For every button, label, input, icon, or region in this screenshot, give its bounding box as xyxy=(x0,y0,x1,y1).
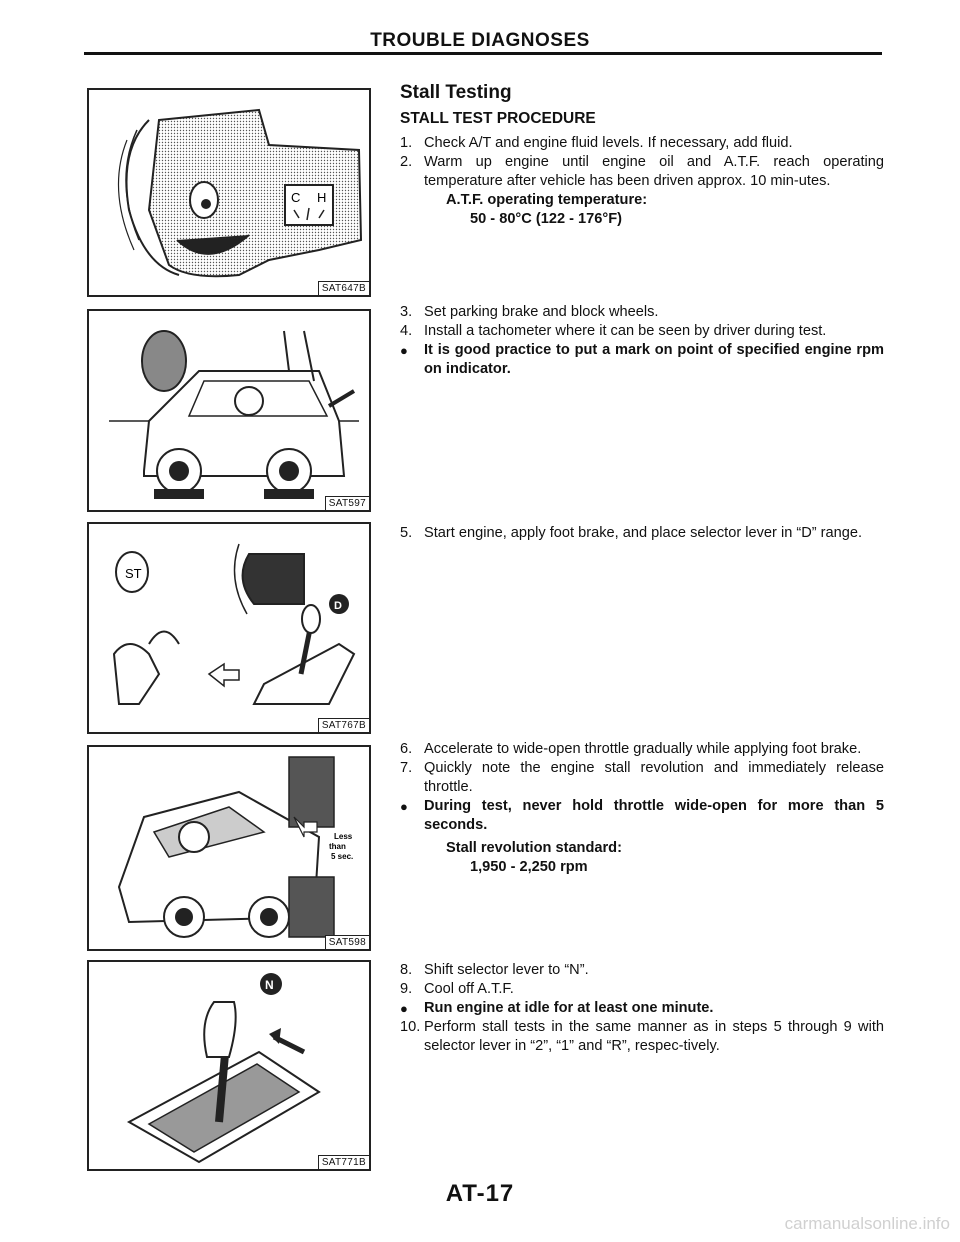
spec-label: Stall revolution standard: xyxy=(446,840,622,856)
figure-code: SAT771B xyxy=(318,1155,369,1169)
step-item: 5. Start engine, apply foot brake, and place selector lever in “D” range. xyxy=(400,525,863,541)
step-item: 4. Install a tachometer where it can be seen by driver during test. xyxy=(400,323,827,339)
note-than: than xyxy=(329,842,346,851)
figure-temperature-gauge xyxy=(87,88,371,297)
step-item: ● Run engine at idle for at least one minute. xyxy=(400,1000,714,1016)
step-item: 8. Shift selector lever to “N”. xyxy=(400,962,589,978)
figure-selector-lever xyxy=(87,960,371,1171)
note-less: Less xyxy=(334,832,353,841)
figure-tachometer-car xyxy=(87,309,371,512)
spec-label: A.T.F. operating temperature: xyxy=(446,192,648,208)
step-item: 2. Warm up engine until engine oil and A.T.F. reach operating temperature after vehicle has been driven approx. 10 min-utes. xyxy=(400,154,884,189)
step-item: 1. Check A/T and engine fluid levels. If necessary, add fluid. xyxy=(400,135,793,151)
temperature-gauge-icon xyxy=(89,90,371,297)
figure-code: SAT597 xyxy=(325,496,369,510)
header-rule xyxy=(84,52,882,55)
tachometer-car-icon xyxy=(89,311,371,512)
procedure-title: STALL TEST PROCEDURE xyxy=(400,110,596,127)
page-number: AT-17 xyxy=(445,1180,515,1207)
selector-lever-icon xyxy=(89,962,371,1171)
step-item: 10. Perform stall tests in the same manner as in steps 5 through 9 with selector lever in “2”, “1” and “R”, respec-tively. xyxy=(400,1019,884,1054)
figure-code: SAT767B xyxy=(318,718,369,732)
text-block-3 xyxy=(400,524,884,543)
spec-value: 50 - 80°C (122 - 176°F) xyxy=(470,211,623,227)
step-item: ● During test, never hold throttle wide-open for more than 5 seconds. xyxy=(400,798,884,833)
text-block-4 xyxy=(400,740,884,877)
page-header-title: TROUBLE DIAGNOSES xyxy=(370,30,590,51)
gear-label: D xyxy=(334,600,342,612)
step-item: 7. Quickly note the engine stall revolution and immediately release throttle. xyxy=(400,760,884,795)
st-label: ST xyxy=(125,566,142,581)
figure-code: SAT647B xyxy=(318,281,369,295)
step-item: ● It is good practice to put a mark on point of specified engine rpm on indicator. xyxy=(400,342,884,377)
brake-selector-icon xyxy=(89,524,371,734)
throttle-car-icon xyxy=(89,747,371,951)
figure-code: SAT598 xyxy=(325,935,369,949)
step-item: 9. Cool off A.T.F. xyxy=(400,981,514,997)
section-title: Stall Testing xyxy=(400,82,512,103)
gear-label: N xyxy=(265,978,274,992)
step-item: 6. Accelerate to wide-open throttle gradually while applying foot brake. xyxy=(400,741,862,757)
svg-text:C: C xyxy=(291,190,301,205)
text-block-2 xyxy=(400,303,884,379)
text-block-5 xyxy=(400,961,884,1056)
text-block-1 xyxy=(400,134,884,229)
figure-brake-selector xyxy=(87,522,371,734)
note-5sec: 5 sec. xyxy=(331,852,354,861)
watermark: carmanualsonline.info xyxy=(784,1214,950,1233)
spec-value: 1,950 - 2,250 rpm xyxy=(470,859,588,875)
step-item: 3. Set parking brake and block wheels. xyxy=(400,304,659,320)
svg-text:H: H xyxy=(317,190,327,205)
figure-throttle-car xyxy=(87,745,371,951)
